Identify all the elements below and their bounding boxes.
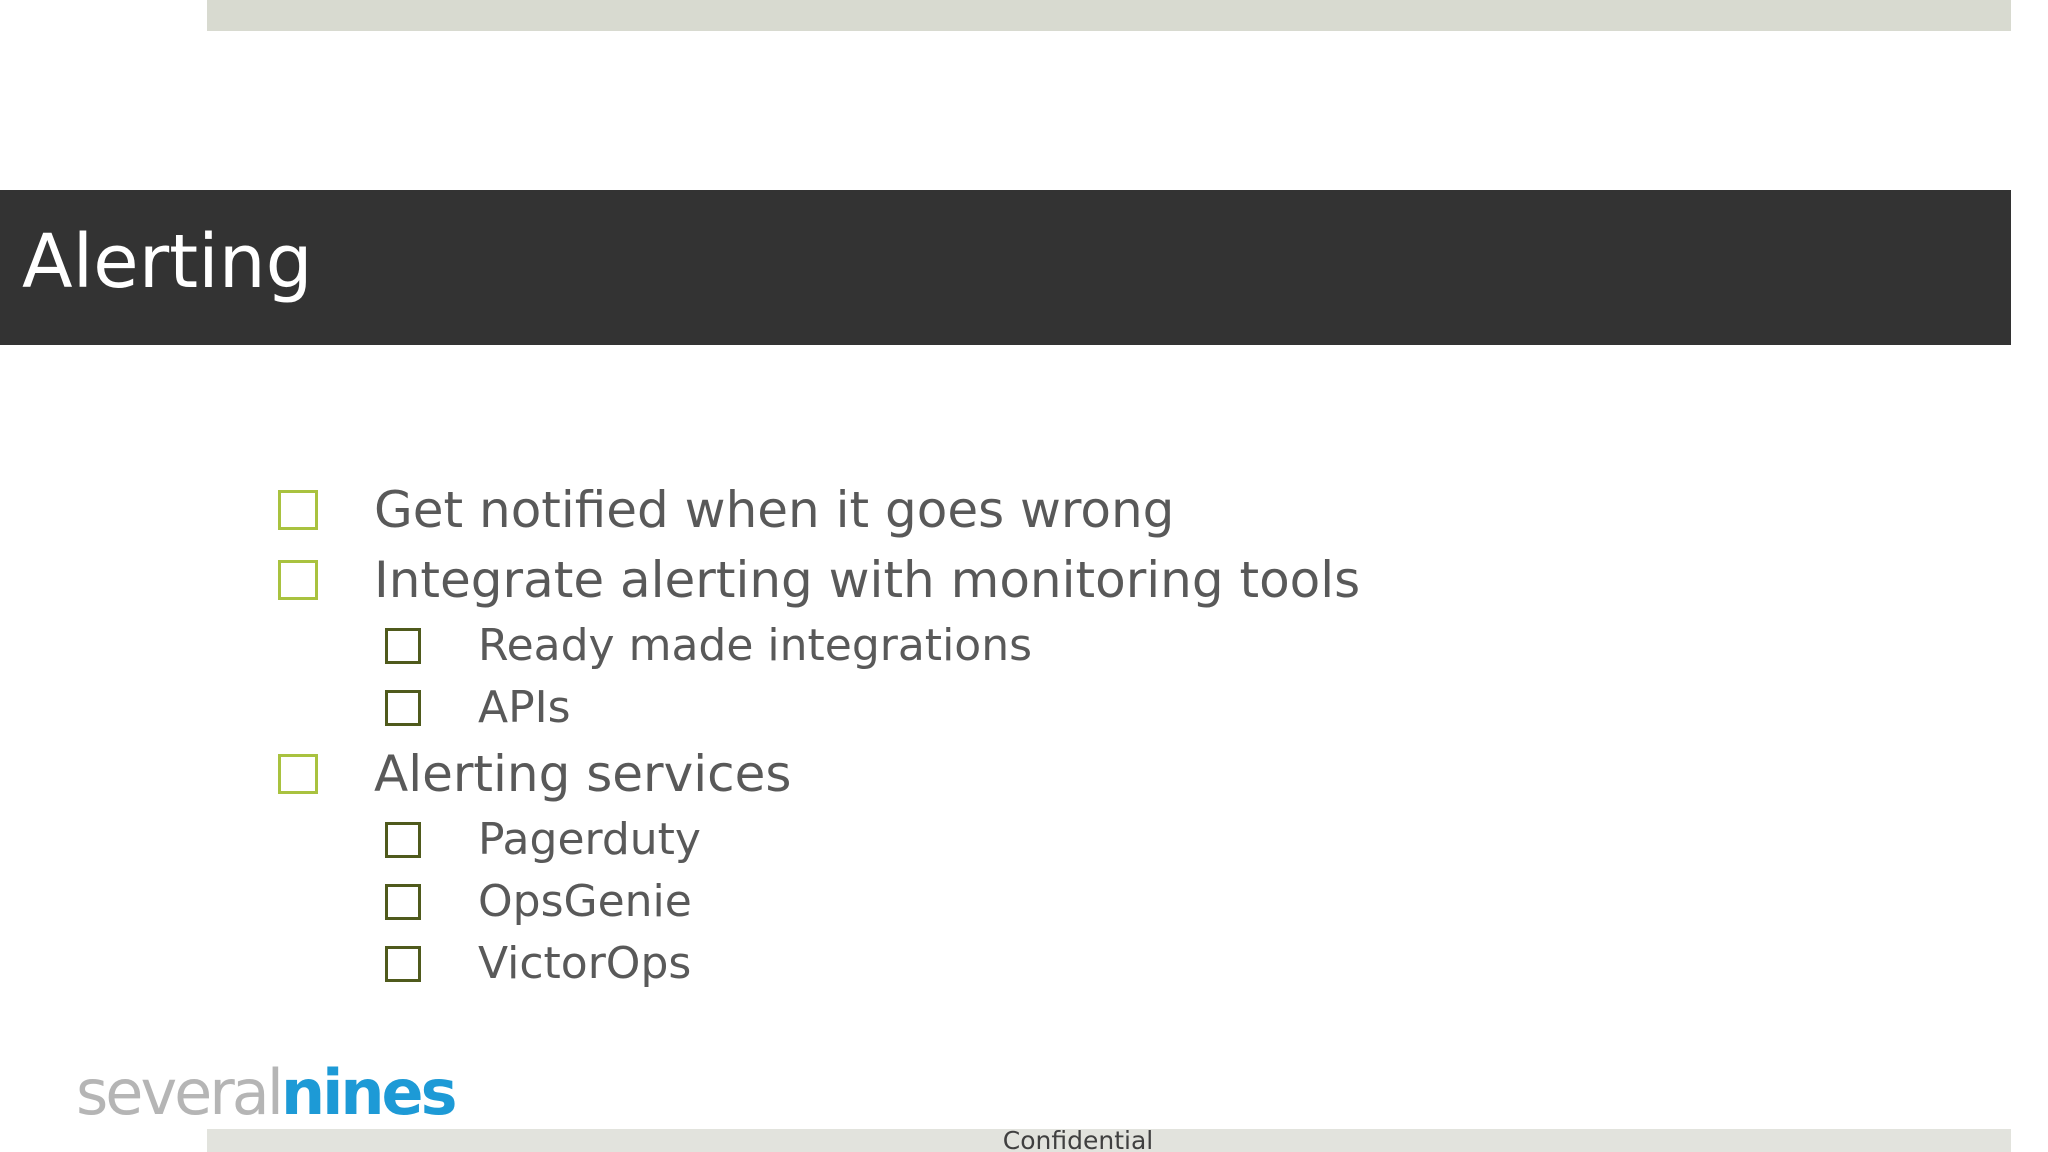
severalnines-logo — [76, 1056, 455, 1129]
checkbox-bullet-icon — [278, 754, 318, 794]
sub-bullet-text: Pagerduty — [478, 814, 701, 865]
sub-bullet-text: APIs — [478, 682, 571, 733]
sub-bullet-item — [385, 682, 571, 733]
sub-bullet-item — [385, 938, 692, 989]
sub-bullet-item — [385, 876, 692, 927]
logo-text-nines: nines — [281, 1056, 455, 1129]
bullet-text: Alerting services — [374, 745, 792, 803]
checkbox-bullet-icon — [385, 884, 421, 920]
checkbox-bullet-icon — [385, 822, 421, 858]
top-band — [207, 0, 2011, 31]
checkbox-bullet-icon — [278, 560, 318, 600]
logo-text-several: several — [76, 1056, 281, 1129]
footer-confidential: Confidential — [1002, 1126, 1154, 1152]
checkbox-bullet-icon — [385, 628, 421, 664]
bullet-text: Integrate alerting with monitoring tools — [374, 551, 1361, 609]
bullet-item — [278, 481, 1175, 539]
bullet-item — [278, 745, 792, 803]
sub-bullet-text: VictorOps — [478, 938, 692, 989]
slide-title: Alerting — [22, 219, 313, 305]
sub-bullet-text: OpsGenie — [478, 876, 692, 927]
checkbox-bullet-icon — [278, 490, 318, 530]
sub-bullet-item — [385, 620, 1033, 671]
sub-bullet-text: Ready made integrations — [478, 620, 1033, 671]
checkbox-bullet-icon — [385, 690, 421, 726]
bullet-item — [278, 551, 1361, 609]
checkbox-bullet-icon — [385, 946, 421, 982]
sub-bullet-item — [385, 814, 701, 865]
bullet-text: Get notified when it goes wrong — [374, 481, 1175, 539]
